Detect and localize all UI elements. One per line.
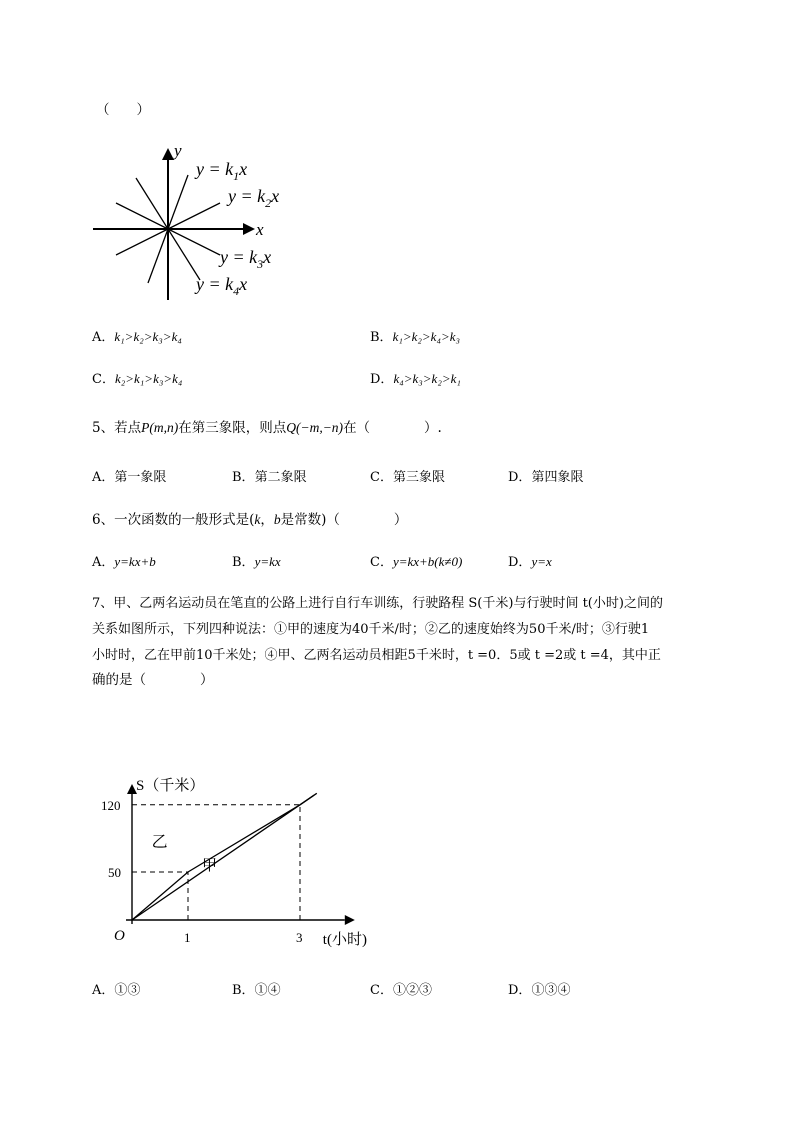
q5-option-b[interactable]: B．第二象限 [232,470,307,485]
q4-y-label: y [174,141,182,160]
q6-option-a[interactable]: A．y=kx+b [92,554,156,570]
q4-eq-k2: $y = k_2x$ [228,186,280,210]
q7-y-tick-50: 50 [108,865,121,880]
q6-option-d[interactable]: D．y=x [508,554,552,570]
q4-option-b[interactable]: B．k₁>k₂>k₄>k₃ [370,329,461,345]
q5-option-d[interactable]: D．第四象限 [508,470,584,485]
q4-eq-k1: $y = k_1x$ [196,159,248,183]
q4-option-c[interactable]: C．k₂>k₁>k₃>k₄ [92,371,183,387]
q7-option-a[interactable]: A．①③ [92,983,141,998]
q7-option-b[interactable]: B．①④ [232,983,281,998]
q7-option-c[interactable]: C．①②③ [370,983,432,998]
q4-x-arrow [243,223,255,235]
q4-y-arrow [162,148,174,160]
q7-option-d[interactable]: D．①③④ [508,983,571,998]
q7-stem-line-1: 7、甲、乙两名运动员在笔直的公路上进行自行车训练，行驶路程 S(千米)与行驶时间 t(小时)之间的 [92,596,663,611]
q4-eq-k3: $y = k_3x$ [220,247,272,271]
q4-eq-k4: $y = k_4x$ [196,274,248,298]
q4-option-a[interactable]: A．k₁>k₂>k₃>k₄ [92,329,182,345]
q7-x-axis-label: t(小时) [322,932,367,948]
q7-series-jia [132,795,314,920]
q7-stem-line-2: 关系如图所示，下列四种说法：①甲的速度为40千米/时；②乙的速度始终为50千米/时；③行驶1 [92,622,650,637]
q6-option-c[interactable]: C．y=kx+b(k≠0) [370,554,463,570]
q4-figure [88,138,308,303]
q7-y-tick-120: 120 [101,797,121,813]
q7-stem-line-3: 小时时，乙在甲前10千米处；④甲、乙两名运动员相距5千米时，t =0．5或 t =2或 t =4，其中正 [92,648,661,663]
q7-label-jia: 甲 [202,858,218,875]
q5-option-c[interactable]: C．第三象限 [370,470,445,485]
q7-x-tick-3: 3 [296,930,303,945]
q4-option-d[interactable]: D．k₄>k₃>k₂>k₁ [370,371,461,387]
q4-x-label: x [256,220,264,239]
q7-y-axis-label: S（千米） [136,778,205,794]
q7-origin-label: O [114,928,125,944]
q6-stem: 6、一次函数的一般形式是(k，b是常数)（ ） [92,512,408,528]
q7-stem-line-4: 确的是（ ） [92,672,214,688]
q7-x-arrow [345,915,355,925]
q6-option-b[interactable]: B．y=kx [232,554,281,570]
q5-option-a[interactable]: A．第一象限 [92,470,167,485]
q7-chart [96,712,406,952]
q4-answer-bracket: （ ） [96,102,150,118]
q5-stem: 5、若点P(m,n)在第三象限，则点Q(−m,−n)在（ ）. [92,420,442,436]
q7-label-yi: 乙 [151,834,168,852]
q7-x-tick-1: 1 [184,930,191,945]
